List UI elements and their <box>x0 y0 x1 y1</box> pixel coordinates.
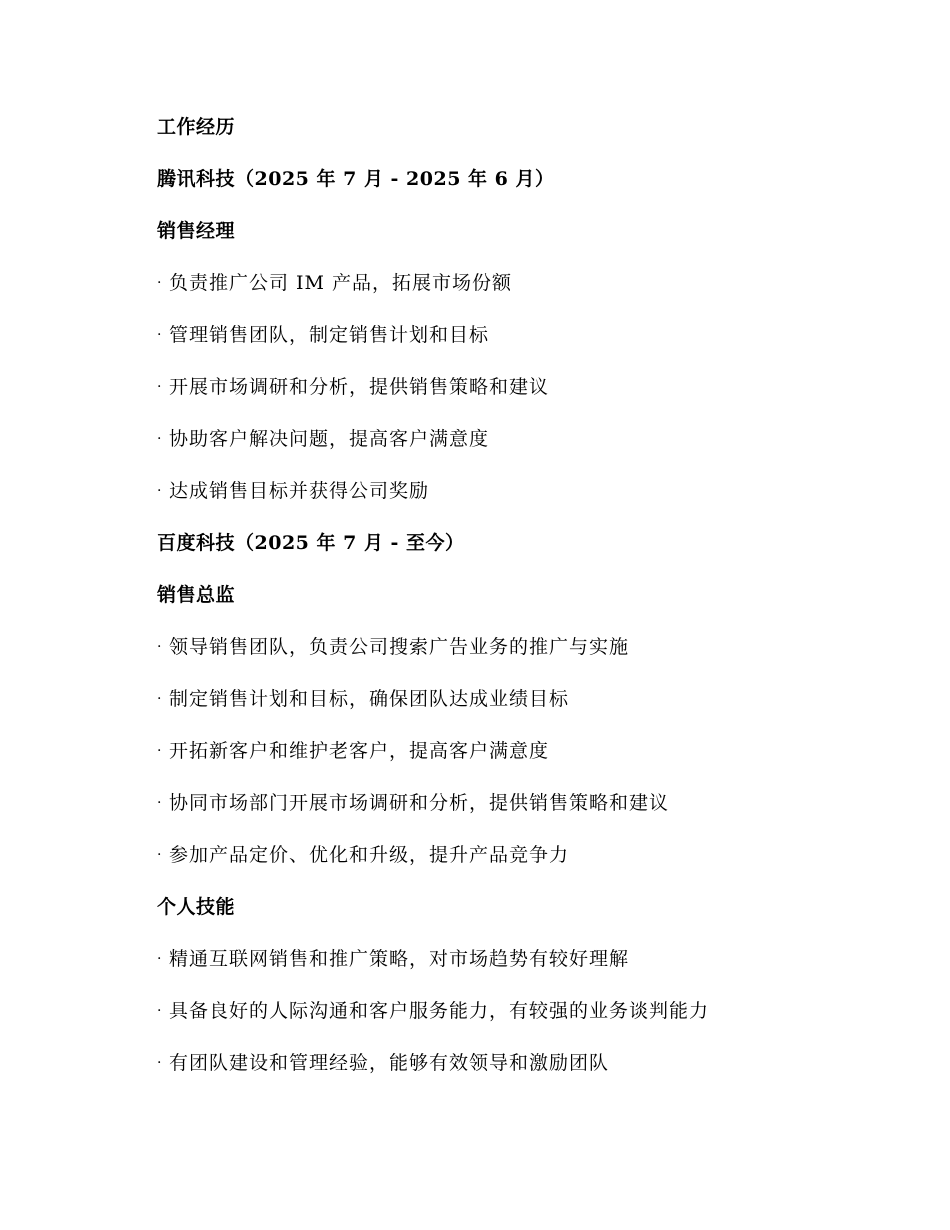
list-item <box>157 684 917 736</box>
bullet-icon: · <box>157 327 163 343</box>
bullet-text: 参加产品定价、优化和升级，提升产品竞争力 <box>169 844 570 866</box>
bullet-text: 达成销售目标并获得公司奖励 <box>169 480 430 502</box>
list-item <box>157 736 917 788</box>
position-2: 销售总监 <box>157 584 236 606</box>
bullet-icon: · <box>157 1055 163 1071</box>
list-item <box>157 632 917 684</box>
bullet-icon: · <box>157 1003 163 1019</box>
bullet-icon: · <box>157 379 163 395</box>
bullet-text: 开展市场调研和分析，提供销售策略和建议 <box>169 376 550 398</box>
list-item <box>157 372 917 424</box>
list-item <box>157 996 917 1048</box>
resume-page <box>157 112 917 1100</box>
bullet-text: 负责推广公司 IM 产品，拓展市场份额 <box>169 272 513 294</box>
list-item <box>157 944 917 996</box>
company-line-2: 百度科技（2025 年 7 月 - 至今） <box>157 532 465 554</box>
bullet-text: 管理销售团队，制定销售计划和目标 <box>169 324 490 346</box>
list-item <box>157 476 917 528</box>
bullet-icon: · <box>157 951 163 967</box>
bullet-icon: · <box>157 431 163 447</box>
bullet-text: 有团队建设和管理经验，能够有效领导和激励团队 <box>169 1052 610 1074</box>
bullet-text: 制定销售计划和目标，确保团队达成业绩目标 <box>169 688 570 710</box>
bullet-icon: · <box>157 275 163 291</box>
list-item <box>157 320 917 372</box>
list-item <box>157 424 917 476</box>
bullet-text: 具备良好的人际沟通和客户服务能力，有较强的业务谈判能力 <box>169 1000 710 1022</box>
section-title-work-experience: 工作经历 <box>157 116 236 138</box>
list-item <box>157 268 917 320</box>
section-title-skills: 个人技能 <box>157 896 236 918</box>
bullet-text: 领导销售团队，负责公司搜索广告业务的推广与实施 <box>169 636 630 658</box>
bullet-icon: · <box>157 743 163 759</box>
company-line-1: 腾讯科技（2025 年 7 月 - 2025 年 6 月） <box>157 168 555 190</box>
bullet-text: 协同市场部门开展市场调研和分析，提供销售策略和建议 <box>169 792 670 814</box>
list-item <box>157 840 917 892</box>
bullet-icon: · <box>157 795 163 811</box>
bullet-text: 协助客户解决问题，提高客户满意度 <box>169 428 490 450</box>
bullet-icon: · <box>157 691 163 707</box>
bullet-text: 开拓新客户和维护老客户，提高客户满意度 <box>169 740 550 762</box>
bullet-icon: · <box>157 483 163 499</box>
list-item <box>157 1048 917 1100</box>
bullet-text: 精通互联网销售和推广策略，对市场趋势有较好理解 <box>169 948 630 970</box>
bullet-icon: · <box>157 639 163 655</box>
position-1: 销售经理 <box>157 220 236 242</box>
list-item <box>157 788 917 840</box>
bullet-icon: · <box>157 847 163 863</box>
